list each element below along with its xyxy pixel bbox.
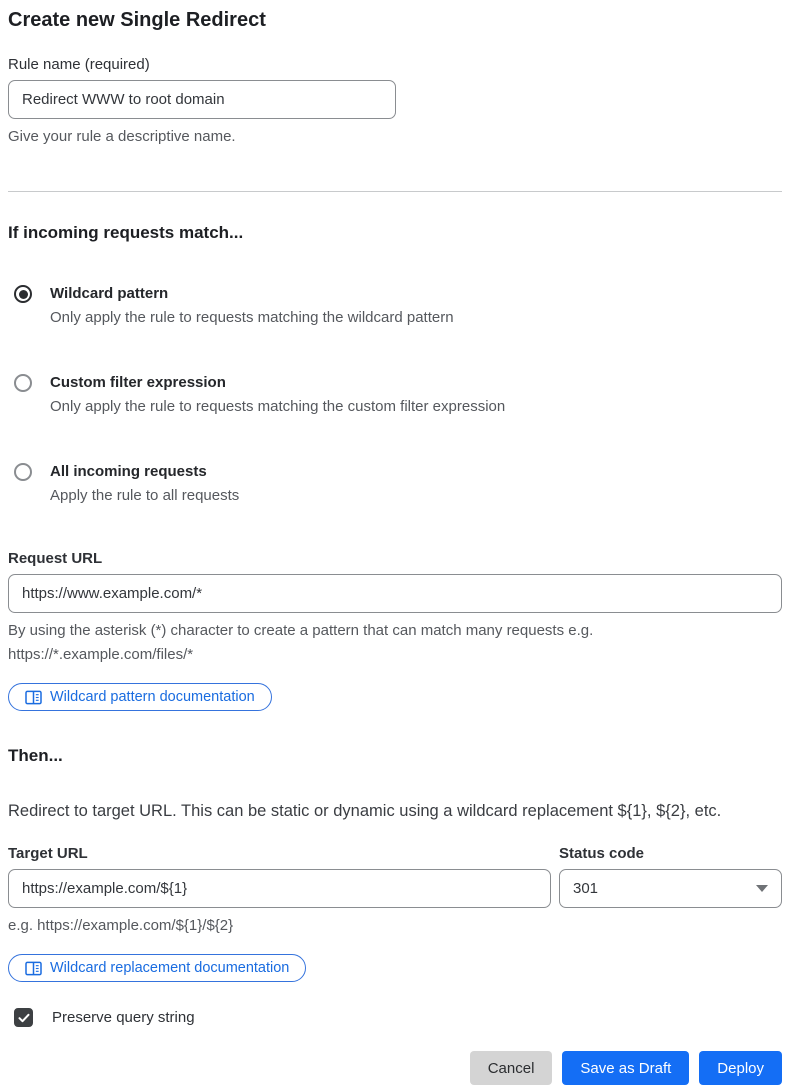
- radio-button-icon[interactable]: [14, 374, 32, 392]
- preserve-query-string-checkbox-row[interactable]: [8, 1008, 782, 1027]
- section-divider: [8, 191, 782, 192]
- request-url-input[interactable]: [8, 574, 782, 613]
- rule-name-input[interactable]: [8, 80, 396, 119]
- radio-all-incoming-requests[interactable]: [8, 461, 782, 508]
- preserve-query-string-label: Preserve query string: [52, 1009, 195, 1026]
- match-type-radio-group: [8, 283, 782, 508]
- save-as-draft-button[interactable]: Save as Draft: [562, 1051, 689, 1085]
- form-actions: [8, 1051, 782, 1085]
- book-open-icon: [25, 961, 42, 976]
- target-row: [8, 845, 782, 938]
- radio-button-icon[interactable]: [14, 285, 32, 303]
- wildcard-replacement-documentation-label: Wildcard replacement documentation: [50, 960, 290, 976]
- radio-wildcard-pattern-label: Wildcard pattern: [50, 285, 169, 302]
- then-section-description: Redirect to target URL. This can be static or dynamic using a wildcard replacement ${1}, ${2}, etc.: [8, 802, 722, 820]
- wildcard-pattern-documentation-button[interactable]: [8, 683, 272, 711]
- status-code-label: Status code: [559, 845, 645, 862]
- wildcard-replacement-documentation-button[interactable]: [8, 954, 306, 982]
- wildcard-pattern-documentation-label: Wildcard pattern documentation: [50, 689, 255, 705]
- radio-wildcard-pattern-description: Only apply the rule to requests matching the wildcard pattern: [50, 309, 454, 326]
- page-title: Create new Single Redirect: [8, 9, 266, 31]
- request-url-label: Request URL: [8, 550, 103, 567]
- checkbox-checked-icon[interactable]: [14, 1008, 33, 1027]
- cancel-button[interactable]: Cancel: [470, 1051, 553, 1085]
- target-url-label: Target URL: [8, 845, 88, 862]
- radio-custom-filter-expression-label: Custom filter expression: [50, 374, 226, 391]
- radio-custom-filter-expression[interactable]: [8, 372, 782, 419]
- rule-name-help: Give your rule a descriptive name.: [8, 128, 236, 145]
- book-open-icon: [25, 690, 42, 705]
- radio-wildcard-pattern[interactable]: [8, 283, 782, 330]
- rule-name-label: Rule name (required): [8, 56, 150, 73]
- radio-button-icon[interactable]: [14, 463, 32, 481]
- status-code-selected-value: 301: [573, 880, 599, 897]
- radio-all-incoming-requests-description: Apply the rule to all requests: [50, 487, 240, 504]
- target-url-help: e.g. https://example.com/${1}/${2}: [8, 917, 234, 934]
- then-section-heading: Then...: [8, 746, 63, 765]
- target-url-input[interactable]: [8, 869, 551, 908]
- deploy-button[interactable]: Deploy: [699, 1051, 782, 1085]
- status-code-select[interactable]: [559, 869, 782, 908]
- match-section-heading: If incoming requests match...: [8, 223, 244, 242]
- radio-all-incoming-requests-label: All incoming requests: [50, 463, 207, 480]
- chevron-down-icon: [756, 885, 768, 892]
- radio-custom-filter-expression-description: Only apply the rule to requests matching the custom filter expression: [50, 398, 506, 415]
- request-url-help: By using the asterisk (*) character to create a pattern that can match many requests e.g. https://*.example.com/files/*: [8, 622, 594, 663]
